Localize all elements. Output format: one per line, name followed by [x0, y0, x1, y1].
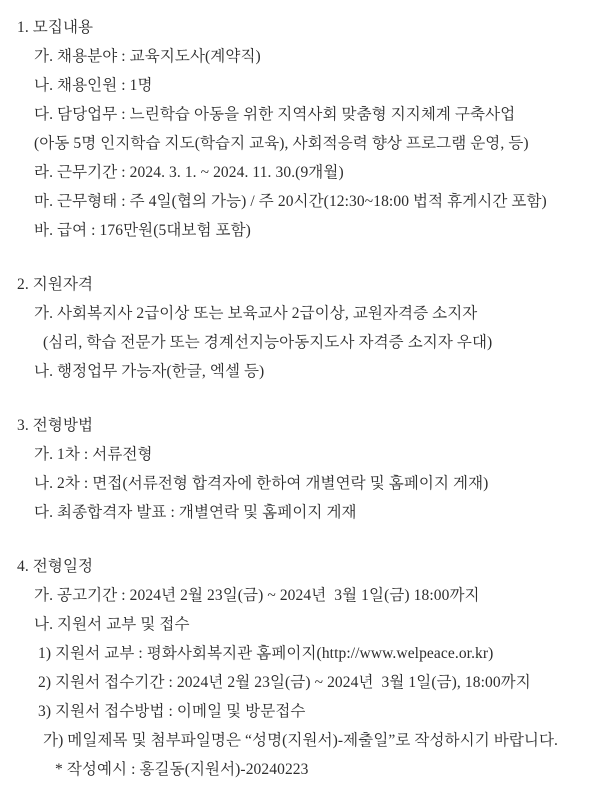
document-line: 나. 2차 : 면접(서류전형 합격자에 한하여 개별연락 및 홈페이지 게재) — [34, 475, 489, 492]
document-line: 가. 공고기간 : 2024년 2월 23일(금) ~ 2024년 3월 1일(금) 18:00까지 — [34, 587, 480, 604]
document-line: 다. 담당업무 : 느린학습 아동을 위한 지역사회 맞춤형 지지체계 구축사업 — [34, 106, 516, 123]
document-section-4 — [0, 552, 600, 784]
document-line: 나. 행정업무 가능자(한글, 엑셀 등) — [34, 363, 265, 380]
document-line: 나. 지원서 교부 및 접수 — [34, 616, 190, 633]
document-section-3 — [0, 411, 600, 527]
document-line: 마. 근무형태 : 주 4일(협의 가능) / 주 20시간(12:30~18:00 법적 휴게시간 포함) — [34, 193, 547, 210]
document-line: 바. 급여 : 176만원(5대보험 포함) — [34, 222, 251, 239]
document-line: 다. 최종합격자 발표 : 개별연락 및 홈페이지 게재 — [34, 504, 357, 521]
document-line: 2) 지원서 접수기간 : 2024년 2월 23일(금) ~ 2024년 3월 1일(금), 18:00까지 — [38, 674, 531, 691]
document-line: 나. 채용인원 : 1명 — [34, 77, 153, 94]
document-line: (아동 5명 인지학습 지도(학습지 교육), 사회적응력 향상 프로그램 운영, 등) — [34, 135, 529, 152]
document-line: (심리, 학습 전문가 또는 경계선지능아동지도사 자격증 소지자 우대) — [43, 334, 493, 351]
section-title: 4. 전형일정 — [17, 558, 94, 575]
document-line: 가) 메일제목 및 첨부파일명은 “성명(지원서)-제출일”로 작성하시기 바랍니다. — [43, 732, 559, 749]
section-title: 1. 모집내용 — [17, 19, 94, 36]
document-line: 3) 지원서 접수방법 : 이메일 및 방문접수 — [38, 703, 306, 720]
section-title: 2. 지원자격 — [17, 276, 94, 293]
document-section-2 — [0, 270, 600, 386]
document-line: 라. 근무기간 : 2024. 3. 1. ~ 2024. 11. 30.(9개월) — [34, 164, 344, 181]
document-line: * 작성예시 : 홍길동(지원서)-20240223 — [55, 761, 309, 778]
document-line: 가. 사회복지사 2급이상 또는 보육교사 2급이상, 교원자격증 소지자 — [34, 305, 478, 322]
document-section-1 — [0, 13, 600, 245]
document-line: 가. 1차 : 서류전형 — [34, 446, 153, 463]
document-line: 가. 채용분야 : 교육지도사(계약직) — [34, 48, 261, 65]
section-title: 3. 전형방법 — [17, 417, 94, 434]
document-line: 1) 지원서 교부 : 평화사회복지관 홈페이지(http://www.welpeace.or.kr) — [38, 645, 494, 662]
